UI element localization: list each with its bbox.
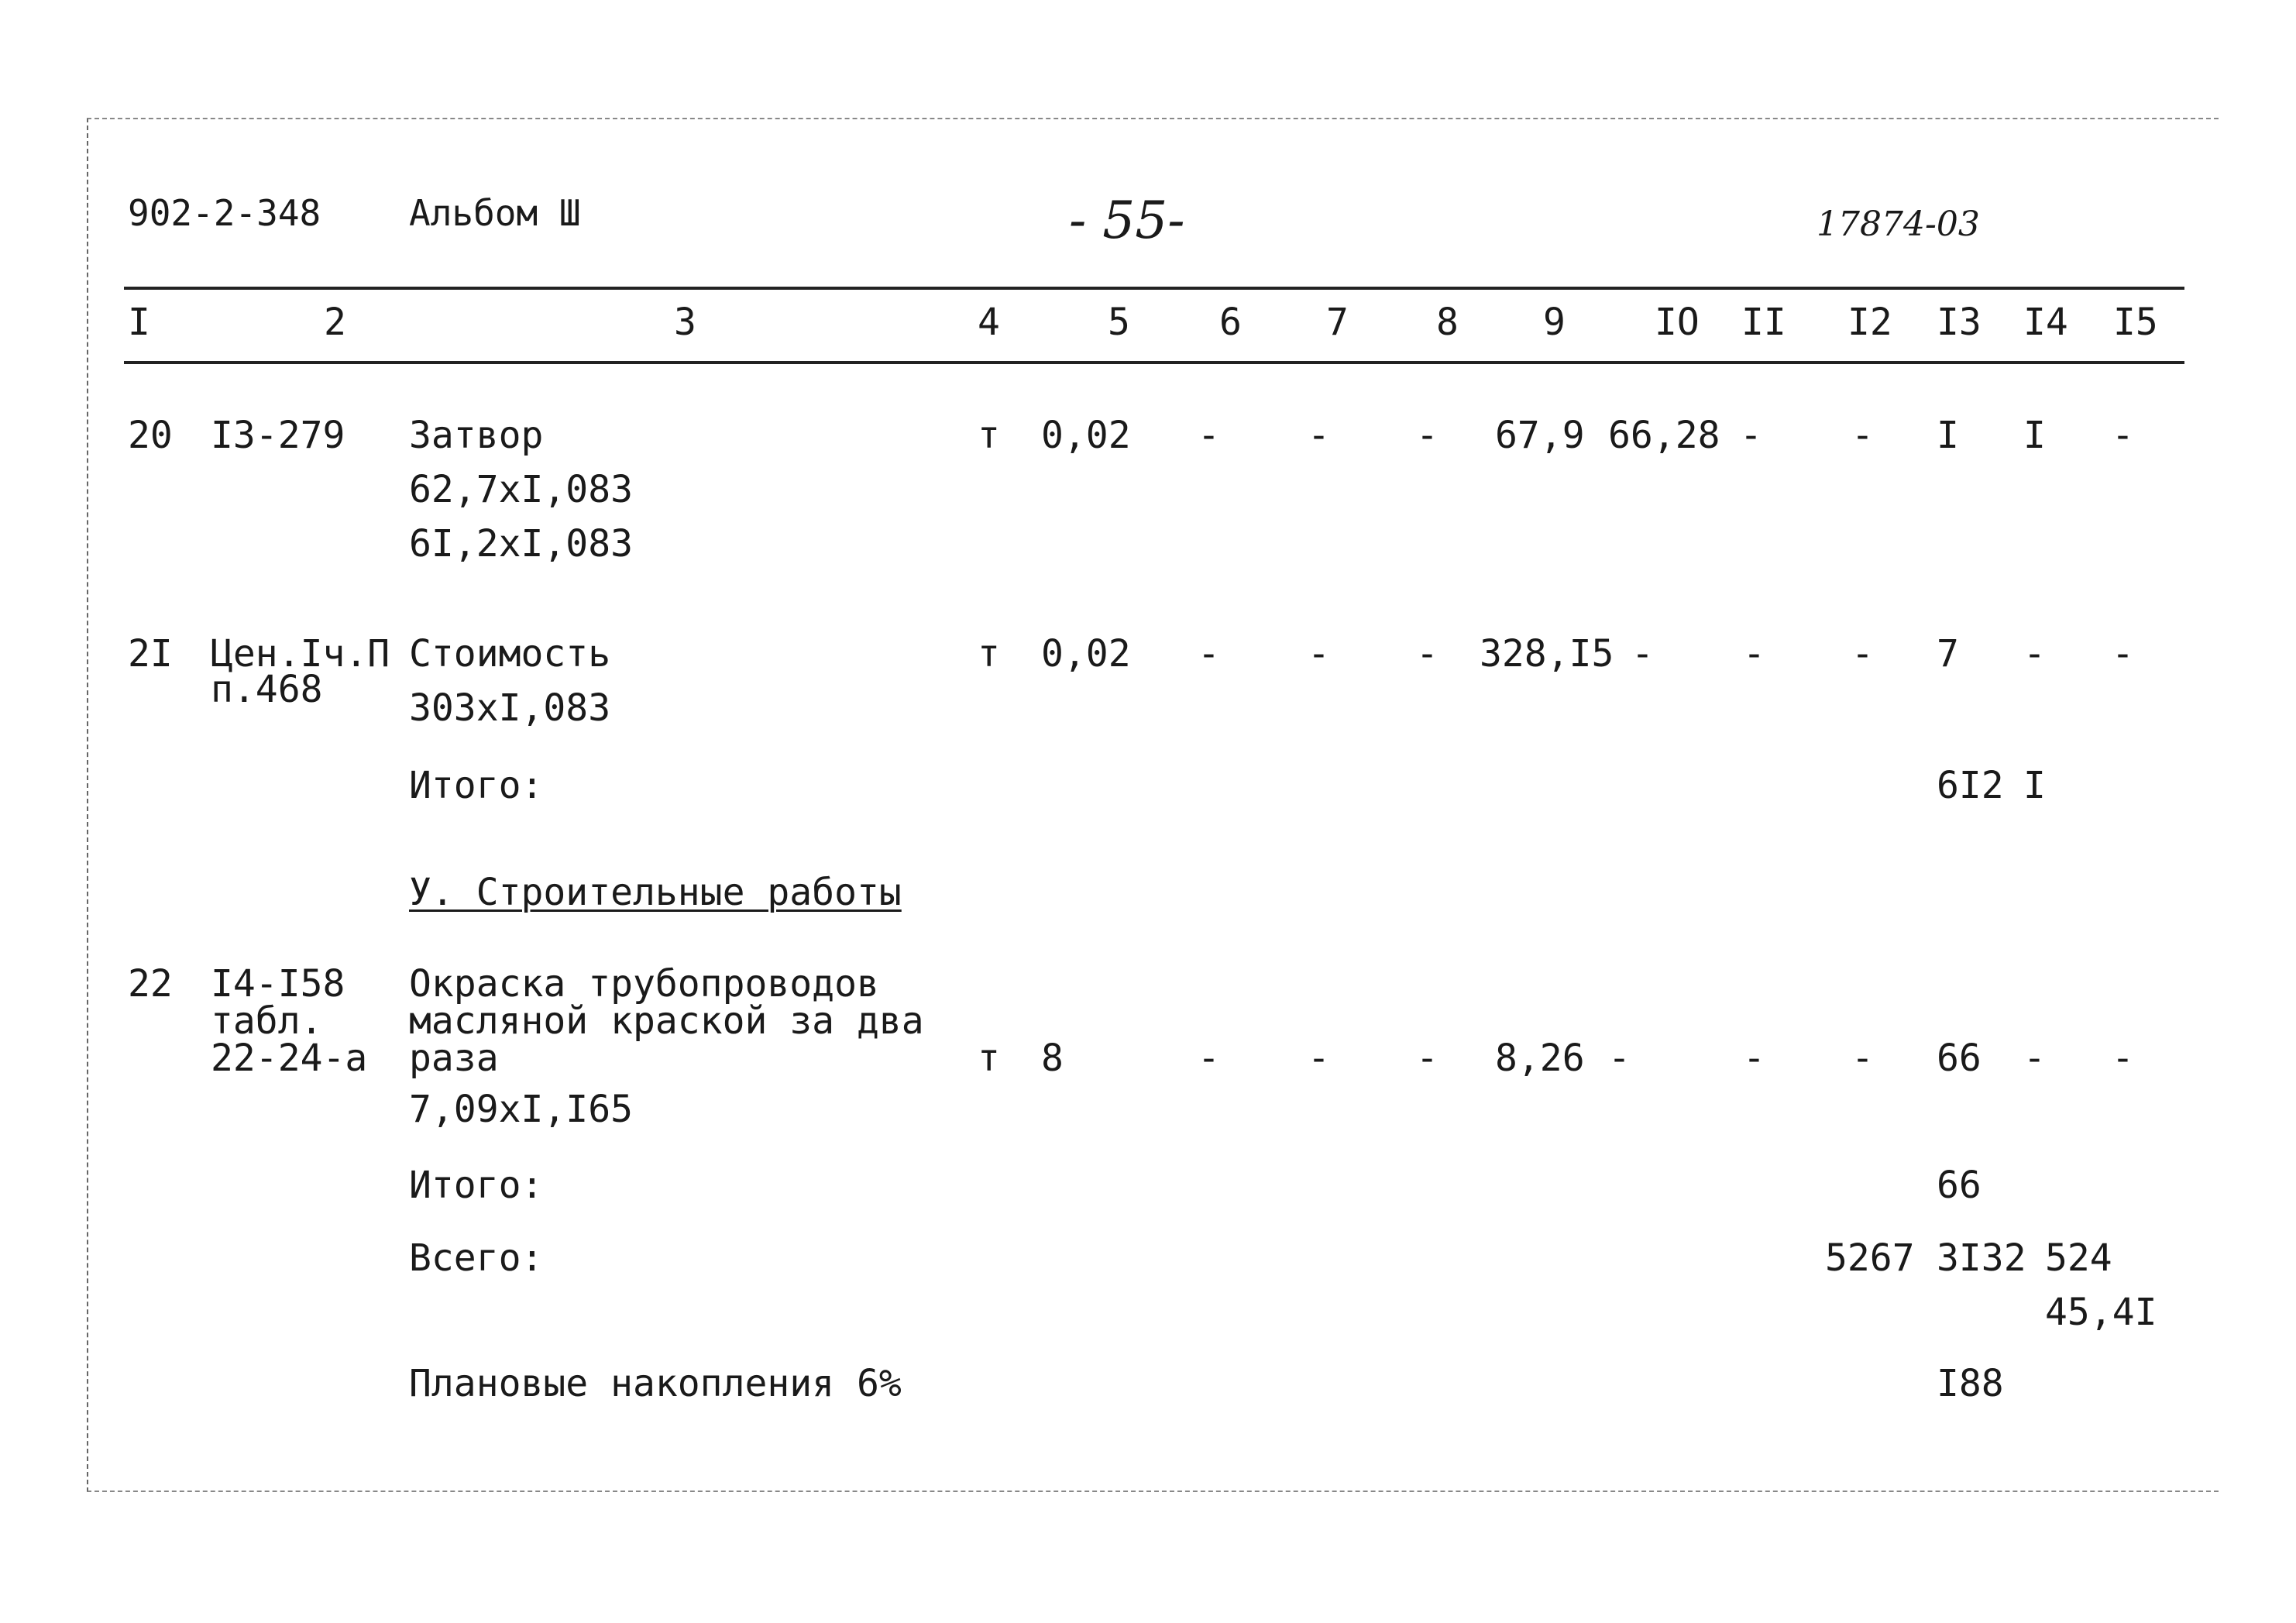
unit: т	[978, 1037, 1000, 1080]
cell-c8: -	[1416, 1037, 1438, 1080]
col-header-1: I	[128, 301, 150, 344]
total-c12: 5267	[1825, 1236, 1915, 1280]
row-formula: 62,7xI,083	[409, 468, 633, 511]
stamp-number: 17874-03	[1817, 205, 1980, 244]
total-label: Всего:	[409, 1236, 544, 1280]
col-header-2: 2	[324, 301, 346, 344]
col-header-15: I5	[2113, 301, 2158, 344]
row-formula: 7,09xI,I65	[409, 1088, 633, 1131]
doc-code: 902-2-348	[128, 192, 321, 234]
cell-c12: -	[1851, 1037, 1874, 1080]
cell-c6: -	[1198, 632, 1220, 676]
cell-c10: -	[1608, 1037, 1631, 1080]
rate-code: I4-I58	[211, 962, 345, 1006]
row-formula: 6I,2xI,083	[409, 522, 633, 566]
row-number: 22	[128, 962, 173, 1006]
planned-c13: I88	[1937, 1362, 2004, 1405]
cell-c8: -	[1416, 632, 1438, 676]
subtotal-c13: 66	[1937, 1164, 1982, 1207]
cell-c6: -	[1198, 1037, 1220, 1080]
rate-code: I3-279	[211, 414, 345, 457]
row-formula: 303xI,083	[409, 686, 611, 730]
cell-c11: -	[1743, 632, 1765, 676]
cell-c11: -	[1740, 414, 1762, 457]
row-number: 2I	[128, 632, 173, 676]
total-c14-extra: 45,4I	[2045, 1291, 2157, 1334]
col-header-3: 3	[674, 301, 696, 344]
col-header-4: 4	[978, 301, 1000, 344]
cell-c7: -	[1308, 632, 1330, 676]
cell-c9: 67,9	[1495, 414, 1585, 457]
unit: т	[978, 414, 1000, 457]
row-description: Стоимость	[409, 632, 611, 676]
cell-c9: 328,I5	[1480, 632, 1614, 676]
subtotal-label: Итого:	[409, 1164, 544, 1207]
rate-code: табл.	[211, 999, 323, 1043]
cell-c12: -	[1851, 414, 1874, 457]
unit: т	[978, 632, 1000, 676]
subtotal-c13: 6I2	[1937, 764, 2004, 807]
cell-c14: -	[2023, 1037, 2046, 1080]
cell-c14: I	[2023, 414, 2046, 457]
cell-c11: -	[1743, 1037, 1765, 1080]
row-description: раза	[409, 1037, 499, 1080]
cell-c9: 8,26	[1495, 1037, 1585, 1080]
cell-c14: -	[2023, 632, 2046, 676]
rate-code: Цен.Iч.П	[211, 632, 390, 676]
cell-c6: -	[1198, 414, 1220, 457]
quantity: 8	[1041, 1037, 1064, 1080]
table-top-rule	[124, 287, 2184, 290]
rate-code: 22-24-а	[211, 1037, 368, 1080]
col-header-10: IO	[1655, 301, 1700, 344]
row-description: масляной краской за два	[409, 999, 924, 1043]
cell-c10: 66,28	[1608, 414, 1720, 457]
cell-c13: 7	[1937, 632, 1959, 676]
cell-c15: -	[2112, 414, 2134, 457]
album-label: Альбом Ш	[409, 192, 581, 234]
col-header-5: 5	[1108, 301, 1130, 344]
total-c13: 3I32	[1937, 1236, 2026, 1280]
subtotal-c14: I	[2023, 764, 2046, 807]
cell-c7: -	[1308, 1037, 1330, 1080]
cell-c13: I	[1937, 414, 1959, 457]
col-header-11: II	[1741, 301, 1786, 344]
page-number: - 55-	[1069, 191, 1185, 250]
quantity: 0,02	[1041, 414, 1131, 457]
col-header-9: 9	[1543, 301, 1566, 344]
cell-c10: -	[1631, 632, 1654, 676]
cell-c15: -	[2112, 632, 2134, 676]
row-description: Окраска трубопроводов	[409, 962, 879, 1006]
quantity: 0,02	[1041, 632, 1131, 676]
col-header-12: I2	[1847, 301, 1892, 344]
subtotal-label: Итого:	[409, 764, 544, 807]
section-title: У. Строительные работы	[409, 871, 902, 914]
planned-label: Плановые накопления 6%	[409, 1362, 902, 1405]
col-header-6: 6	[1219, 301, 1242, 344]
page-frame	[87, 118, 2219, 1492]
col-header-13: I3	[1937, 301, 1982, 344]
table-header-rule	[124, 361, 2184, 364]
cell-c12: -	[1851, 632, 1874, 676]
row-number: 20	[128, 414, 173, 457]
col-header-8: 8	[1436, 301, 1459, 344]
cell-c15: -	[2112, 1037, 2134, 1080]
rate-code: п.468	[211, 668, 323, 711]
row-description: Затвор	[409, 414, 544, 457]
total-c14: 524	[2045, 1236, 2112, 1280]
col-header-7: 7	[1326, 301, 1349, 344]
cell-c13: 66	[1937, 1037, 1982, 1080]
cell-c8: -	[1416, 414, 1438, 457]
col-header-14: I4	[2023, 301, 2068, 344]
cell-c7: -	[1308, 414, 1330, 457]
